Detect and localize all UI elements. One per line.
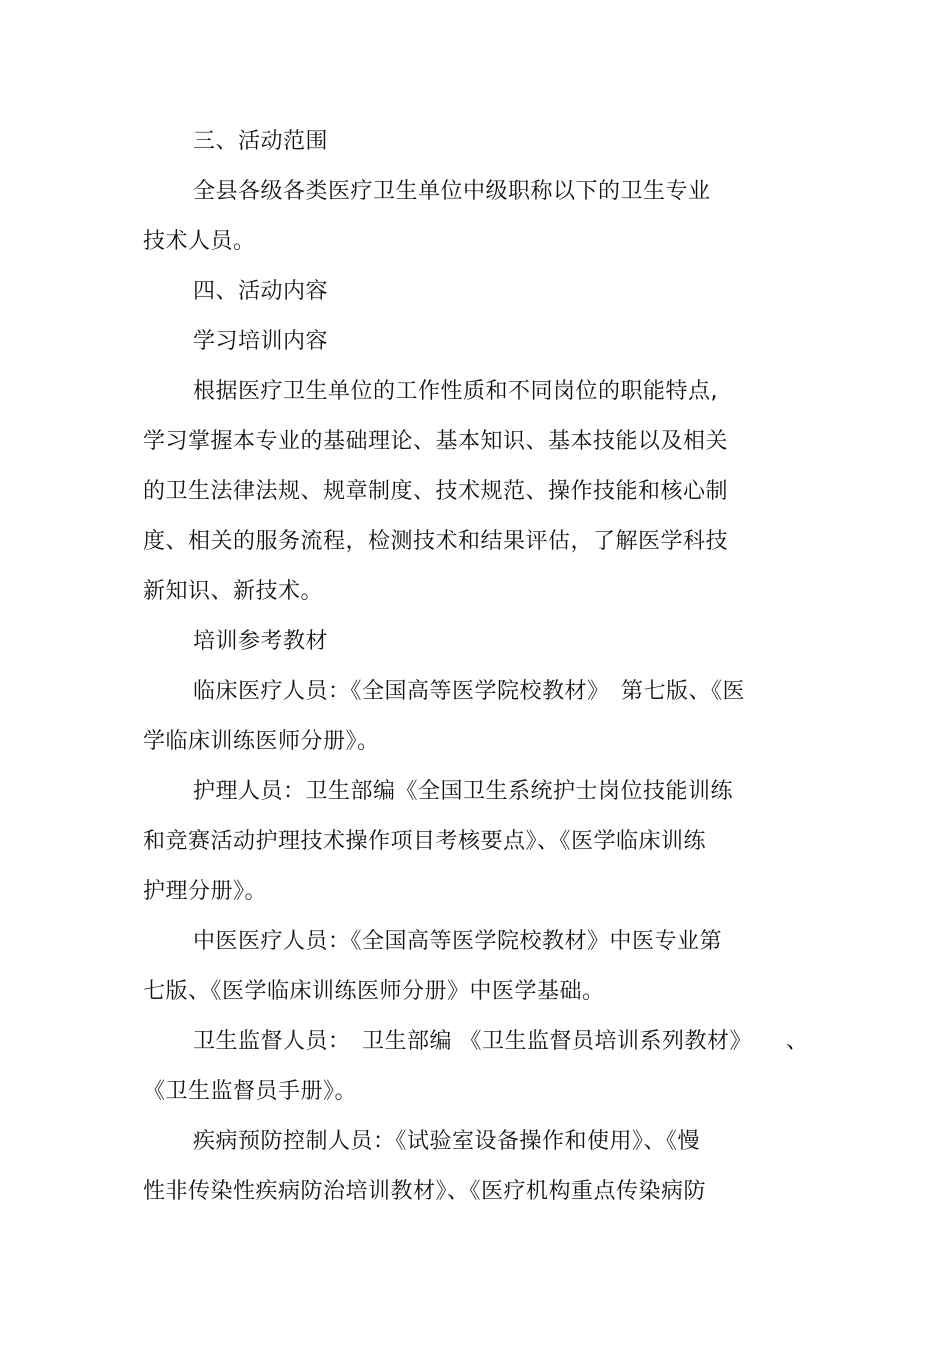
paragraph-line: 护理人员：卫生部编《全国卫生系统护士岗位技能训练 — [193, 779, 734, 804]
paragraph-line: 度、相关的服务流程，检测技术和结果评估，了解医学科技 — [143, 529, 729, 554]
paragraph-line: 临床医疗人员：《全国高等医学院校教材》 第七版、《医 — [193, 679, 746, 704]
subheading-training-content: 学习培训内容 — [193, 329, 329, 354]
paragraph-line: 的卫生法律法规、规章制度、技术规范、操作技能和核心制 — [143, 479, 729, 504]
paragraph-line: 学临床训练医师分册》。 — [143, 729, 380, 754]
section-heading-scope: 三、活动范围 — [193, 129, 329, 154]
paragraph-line: 护理分册》。 — [143, 879, 268, 904]
section-heading-content: 四、活动内容 — [193, 279, 329, 304]
paragraph-line: 性非传染性疾病防治培训教材》、《医疗机构重点传染病防 — [143, 1179, 707, 1204]
paragraph-line: 《卫生监督员手册》。 — [143, 1079, 358, 1104]
paragraph-line: 和竞赛活动护理技术操作项目考核要点》、《医学临床训练 — [143, 829, 707, 854]
paragraph-line: 疾病预防控制人员：《试验室设备操作和使用》、《慢 — [193, 1129, 701, 1154]
paragraph-line: 全县各级各类医疗卫生单位中级职称以下的卫生专业 — [193, 179, 711, 204]
paragraph-line: 中医医疗人员：《全国高等医学院校教材》中医专业第 — [193, 929, 723, 954]
paragraph-line: 卫生监督人员： 卫生部编 《卫生监督员培训系列教材》 、 — [193, 1029, 809, 1054]
paragraph-line: 技术人员。 — [143, 229, 256, 254]
paragraph-line: 新知识、新技术。 — [143, 579, 324, 604]
paragraph-line: 学习掌握本专业的基础理论、基本知识、基本技能以及相关 — [143, 429, 729, 454]
paragraph-line: 七版、《医学临床训练医师分册》中医学基础。 — [143, 979, 605, 1004]
subheading-reference-books: 培训参考教材 — [193, 629, 329, 654]
paragraph-line: 根据医疗卫生单位的工作性质和不同岗位的职能特点, — [193, 379, 718, 404]
